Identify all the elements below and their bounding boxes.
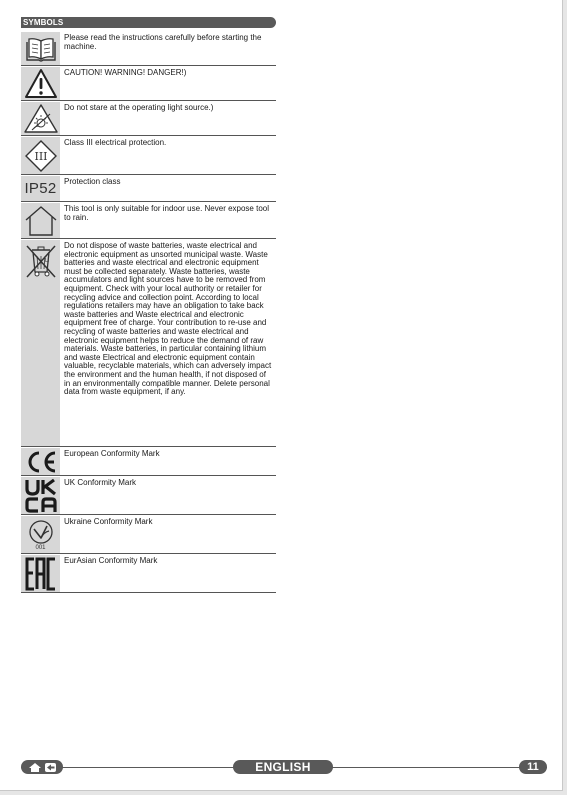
symbol-row [21, 555, 276, 593]
indoor-house-icon [21, 203, 60, 238]
symbol-description: Please read the instructions carefully before starting the machine. [64, 33, 262, 51]
symbol-row [21, 448, 276, 476]
symbol-row [21, 516, 276, 554]
home-back-button[interactable] [21, 760, 63, 774]
crossed-bin-icon [21, 240, 60, 446]
page-number: 11 [527, 761, 539, 773]
ukraine-mark-icon [21, 516, 60, 553]
symbol-row [21, 102, 276, 136]
section-header [21, 17, 276, 28]
symbol-row [21, 176, 276, 202]
ukraine-mark-code: 001 [35, 544, 46, 551]
back-arrow-icon [44, 762, 57, 773]
symbol-description: EurAsian Conformity Mark [64, 556, 158, 565]
ukca-mark-icon [21, 477, 60, 514]
no-stare-light-icon [21, 102, 60, 135]
symbol-description: This tool is only suitable for indoor use. Never expose tool to rain. [64, 204, 269, 222]
language-label [233, 760, 333, 774]
symbol-row [21, 240, 276, 447]
eac-mark-icon [21, 555, 60, 592]
book-icon [21, 32, 60, 65]
class-iii-icon [21, 137, 60, 174]
warning-triangle-icon [21, 67, 60, 100]
svg-text:III: III [33, 149, 48, 163]
page-number-badge [519, 760, 547, 774]
symbol-description: Class III electrical protection. [64, 138, 167, 147]
symbols-table [21, 32, 276, 594]
symbol-description: Ukraine Conformity Mark [64, 517, 153, 526]
symbol-description: CAUTION! WARNING! DANGER!) [64, 68, 187, 77]
symbol-description: Protection class [64, 177, 121, 186]
symbol-row [21, 203, 276, 239]
section-title: SYMBOLS [23, 18, 64, 27]
ce-mark-icon [21, 448, 60, 475]
symbol-description: European Conformity Mark [64, 449, 160, 458]
home-icon [28, 762, 42, 773]
symbol-row [21, 477, 276, 515]
symbol-row [21, 137, 276, 175]
symbol-row [21, 32, 276, 66]
symbol-row [21, 67, 276, 101]
symbol-description: UK Conformity Mark [64, 478, 137, 487]
language-text: ENGLISH [255, 760, 311, 774]
symbol-description: Do not dispose of waste batteries, waste electrical and electronic equipment as unsorted municipal waste. Waste batteries and waste electrical and electronic equipment must be collected separately. Waste batteries, waste accumulators and light sources have to be removed from equipment. Check with your local authority or retailer for recycling advice and collection point. According to local regulations retailers may have an obligation to take back waste batteries and Waste electrical and electronic equipment free of charge. Your contribution to re-use and recycling of waste batteries and waste electrical and electronic equipment helps to reduce the demand of raw materials. Waste batteries, in particular containing lithium and waste Electrical and electronic equipment contain valuable, recyclable materials, which can adversely impact the environment and the human health, if not disposed of in an environmentally compatible manner. Delete personal data from waste equipment, if any. [64, 241, 272, 397]
symbol-description: Do not stare at the operating light source.) [64, 103, 214, 112]
ip52-label: IP52 [24, 180, 57, 197]
ip52-icon [21, 176, 60, 201]
svg-text:Li: Li [44, 258, 49, 264]
